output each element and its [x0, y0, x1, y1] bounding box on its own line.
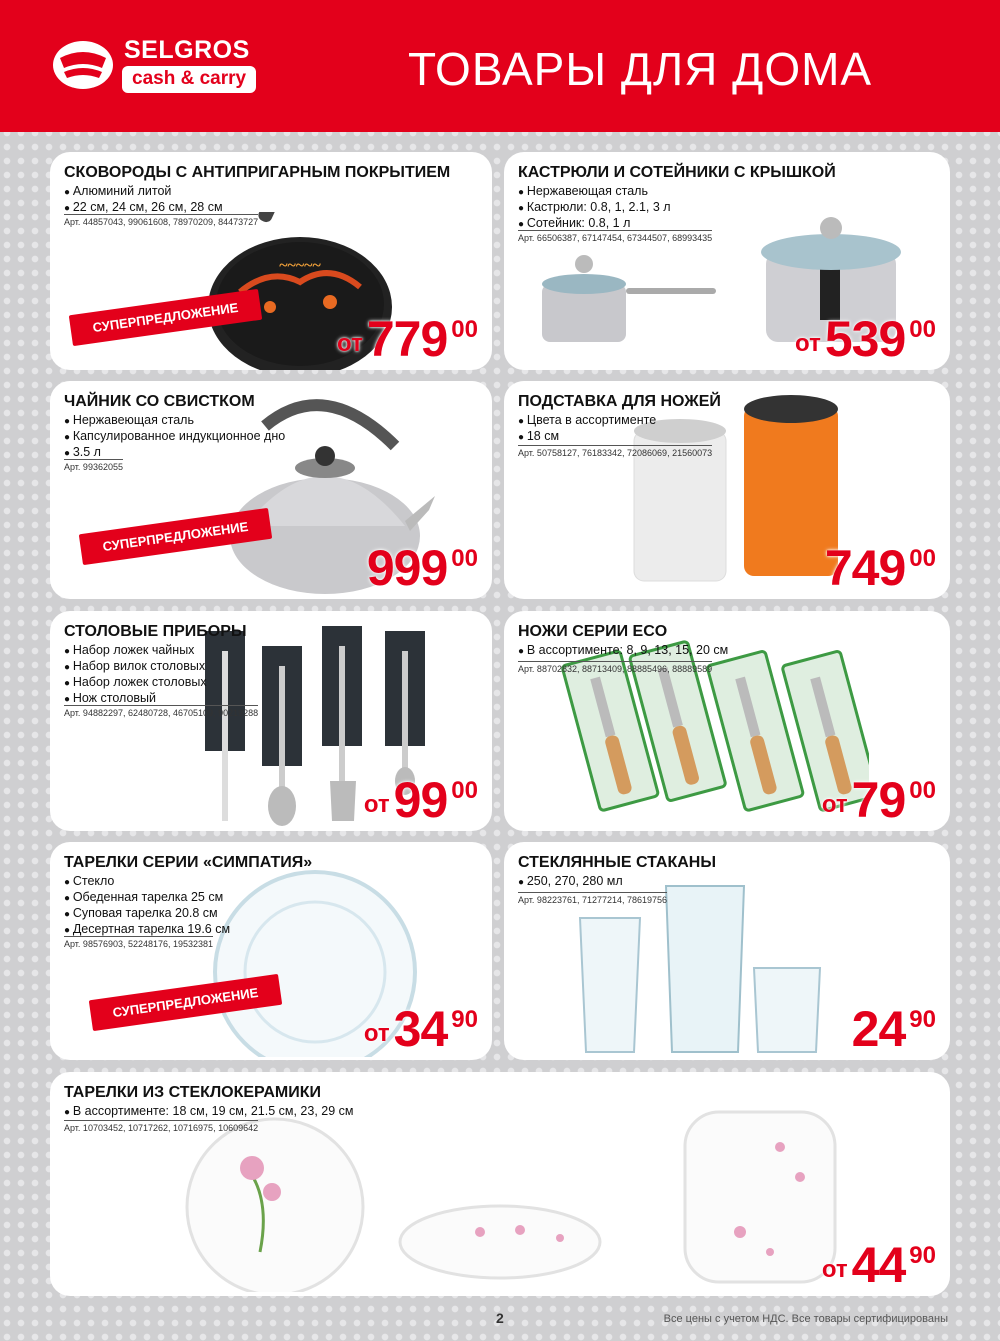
product-features	[64, 874, 230, 938]
price-rubles: 99	[393, 772, 448, 828]
product-title: СКОВОРОДЫ С АНТИПРИГАРНЫМ ПОКРЫТИЕМ	[64, 164, 451, 181]
article-numbers: Арт. 44857043, 99061608, 78970209, 84473727	[64, 214, 258, 227]
price-tag	[821, 772, 936, 828]
page-header	[0, 0, 1000, 132]
footer-note: Все цены с учетом НДС. Все товары сертифицированы	[663, 1313, 948, 1325]
price-rubles: 44	[851, 1237, 906, 1293]
page-number: 2	[496, 1310, 504, 1326]
price-kopecks: 00	[451, 777, 478, 804]
feature-item: ● Нержавеющая сталь	[518, 184, 671, 200]
article-numbers: Арт. 99362055	[64, 459, 123, 472]
product-title: ТАРЕЛКИ ИЗ СТЕКЛОКЕРАМИКИ	[64, 1084, 321, 1101]
product-card-kettle[interactable]	[50, 381, 492, 599]
feature-item: ● Набор ложек чайных	[64, 643, 207, 659]
glasses-image	[574, 882, 854, 1054]
feature-item: ● Набор ложек столовых	[64, 675, 207, 691]
product-features	[64, 413, 285, 461]
price-tag	[821, 1237, 936, 1293]
feature-item: ● Кастрюли: 0.8, 1, 2.1, 3 л	[518, 200, 671, 216]
price-rubles: 34	[393, 1001, 448, 1057]
product-title: ПОДСТАВКА ДЛЯ НОЖЕЙ	[518, 393, 721, 410]
price-rubles: 79	[851, 772, 906, 828]
product-features	[64, 1104, 354, 1120]
price-kopecks: 90	[909, 1242, 936, 1269]
product-card-knives-eco[interactable]	[504, 611, 950, 831]
feature-item: ● Десертная тарелка 19.6 см	[64, 922, 230, 938]
superoffer-badge: СУПЕРПРЕДЛОЖЕНИЕ	[79, 508, 272, 565]
product-title: ЧАЙНИК СО СВИСТКОМ	[64, 393, 255, 410]
article-numbers: Арт. 66506387, 67147454, 67344507, 68993435	[518, 230, 712, 243]
selgros-logo[interactable]	[52, 36, 262, 96]
price-rubles: 749	[824, 540, 906, 596]
feature-item: ● 250, 270, 280 мл	[518, 874, 623, 890]
price-tag	[363, 1001, 478, 1057]
price-rubles: 779	[366, 311, 448, 367]
feature-item: ● Сотейник: 0.8, 1 л	[518, 216, 671, 232]
price-tag	[795, 311, 936, 367]
article-numbers: Арт. 10703452, 10717262, 10716975, 10609642	[64, 1120, 258, 1133]
article-numbers: Арт. 94882297, 62480728, 46705109, 90219288	[64, 705, 258, 718]
brand-name: SELGROS	[124, 36, 250, 64]
product-card-plates-simpatiya[interactable]	[50, 842, 492, 1060]
product-features	[518, 874, 623, 890]
product-card-glass-ceramic-plates[interactable]	[50, 1072, 950, 1296]
product-card-pots[interactable]	[504, 152, 950, 370]
product-card-knife-stand[interactable]	[504, 381, 950, 599]
product-card-cutlery[interactable]	[50, 611, 492, 831]
feature-item: ● В ассортименте: 18 см, 19 см, 21.5 см, 23, 29 см	[64, 1104, 354, 1120]
product-title: СТЕКЛЯННЫЕ СТАКАНЫ	[518, 854, 716, 871]
price-kopecks: 90	[909, 1006, 936, 1033]
price-prefix: от	[821, 1256, 848, 1283]
product-title: НОЖИ СЕРИИ ECO	[518, 623, 668, 640]
feature-item: ● 18 см	[518, 429, 656, 445]
product-features	[518, 643, 728, 659]
price-prefix: от	[363, 1020, 390, 1047]
price-rubles: 999	[366, 540, 448, 596]
feature-item: ● 3.5 л	[64, 445, 285, 461]
article-numbers: Арт. 50758127, 76183342, 72086069, 21560073	[518, 445, 712, 458]
price-kopecks: 00	[909, 545, 936, 572]
price-tag	[851, 1001, 936, 1057]
feature-item: ● Набор вилок столовых	[64, 659, 207, 675]
article-numbers: Арт. 88702832, 88713409, 88885496, 88889589	[518, 661, 712, 674]
feature-item: ● Суповая тарелка 20.8 см	[64, 906, 230, 922]
glass-ceramic-plates-image	[180, 1102, 870, 1292]
article-numbers: Арт. 98576903, 52248176, 19532381	[64, 936, 213, 949]
feature-item: ● Нож столовый	[64, 691, 207, 707]
product-card-glasses[interactable]	[504, 842, 950, 1060]
price-prefix: от	[795, 330, 821, 357]
page-title: ТОВАРЫ ДЛЯ ДОМА	[408, 43, 873, 95]
product-features	[518, 413, 656, 445]
price-prefix: от	[821, 791, 848, 818]
feature-item: ● 22 см, 24 см, 26 см, 28 см	[64, 200, 223, 216]
price-rubles: 539	[824, 311, 906, 367]
price-tag	[366, 540, 478, 596]
feature-item: ● Капсулированное индукционное дно	[64, 429, 285, 445]
price-rubles: 24	[851, 1001, 906, 1057]
price-tag	[337, 311, 478, 367]
product-features	[64, 184, 223, 216]
product-title: СТОЛОВЫЕ ПРИБОРЫ	[64, 623, 247, 640]
price-kopecks: 00	[909, 777, 936, 804]
brand-tagline: cash & carry	[122, 66, 256, 93]
svg-text:~~~~~: ~~~~~	[279, 257, 321, 274]
price-kopecks: 90	[451, 1006, 478, 1033]
feature-item: ● Обеденная тарелка 25 см	[64, 890, 230, 906]
price-kopecks: 00	[451, 316, 478, 343]
price-prefix: от	[363, 791, 390, 818]
product-card-frying-pans[interactable]	[50, 152, 492, 370]
product-features	[518, 184, 671, 232]
superoffer-badge: СУПЕРПРЕДЛОЖЕНИЕ	[89, 974, 282, 1031]
article-numbers: Арт. 98223761, 71277214, 78619756	[518, 892, 667, 905]
superoffer-badge: СУПЕРПРЕДЛОЖЕНИЕ	[69, 289, 262, 346]
feature-item: ● Нержавеющая сталь	[64, 413, 285, 429]
selgros-logo-mark-icon	[52, 38, 114, 92]
feature-item: ● Цвета в ассортименте	[518, 413, 656, 429]
product-title: ТАРЕЛКИ СЕРИИ «СИМПАТИЯ»	[64, 854, 313, 871]
price-kopecks: 00	[451, 545, 478, 572]
feature-item: ● Стекло	[64, 874, 230, 890]
price-prefix: от	[337, 330, 363, 357]
feature-item: ● Алюминий литой	[64, 184, 223, 200]
feature-item: ● В ассортименте: 8, 9, 13, 15, 20 см	[518, 643, 728, 659]
price-kopecks: 00	[909, 316, 936, 343]
product-title: КАСТРЮЛИ И СОТЕЙНИКИ С КРЫШКОЙ	[518, 164, 836, 181]
price-tag	[363, 772, 478, 828]
price-tag	[824, 540, 936, 596]
product-features	[64, 643, 207, 707]
